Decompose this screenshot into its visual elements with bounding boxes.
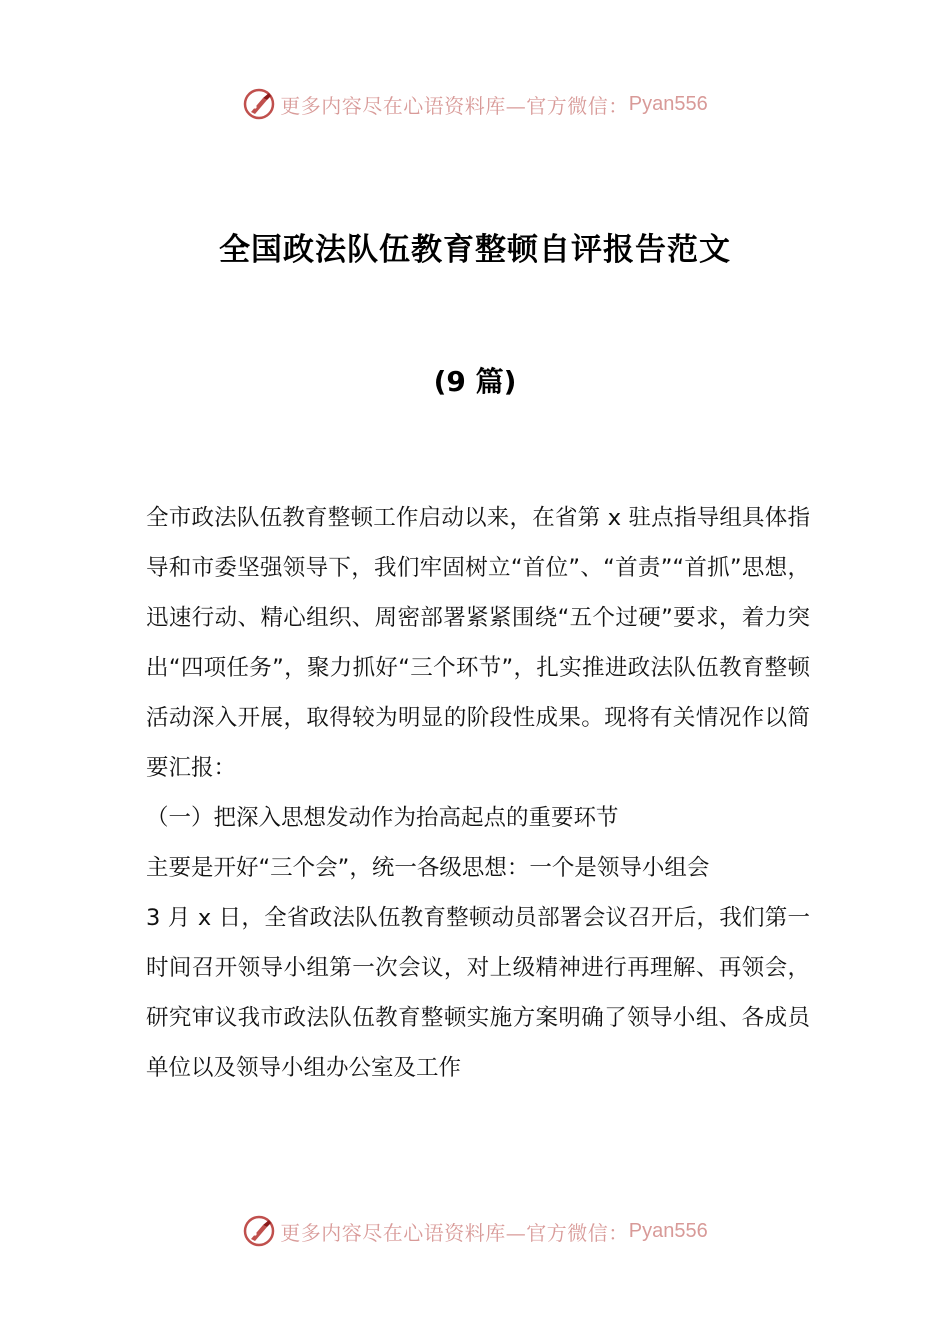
watermark-text: 更多内容尽在心语资料库—官方微信： (280, 93, 629, 118)
document-title: 全国政法队伍教育整顿自评报告范文 (219, 232, 731, 268)
pen-nib-logo-icon (242, 1214, 276, 1248)
document-body (146, 493, 810, 1093)
body-paragraph: 全市政法队伍教育整顿工作启动以来，在省第 x 驻点指导组具体指导和市委坚强领导下，我们牢固树立“首位”、“首责”“首抓”思想，迅速行动、精心组织、周密部署紧紧围绕“五个过硬”要求，着力突出“四项任务”，聚力抓好“三个环节”，扎实推进政法队伍教育整顿活动深入开展，取得较为明显的阶段性成果。现将有关情况作以简要汇报： (146, 505, 810, 781)
body-paragraph: 主要是开好“三个会”，统一各级思想：一个是领导小组会 (146, 855, 710, 881)
footer-watermark (0, 1211, 950, 1251)
watermark-text: 更多内容尽在心语资料库—官方微信： (280, 1220, 629, 1245)
body-paragraph: 3 月 x 日，全省政法队伍教育整顿动员部署会议召开后，我们第一时间召开领导小组第一次会议，对上级精神进行再理解、再领会，研究审议我市政法队伍教育整顿实施方案明确了领导小组、各成员单位以及领导小组办公室及工作 (146, 905, 810, 1081)
header-watermark (0, 84, 950, 124)
watermark-account: Pyan556 (628, 92, 708, 115)
document-subtitle: (9 篇) (433, 365, 517, 398)
section-heading: （一）把深入思想发动作为抬高起点的重要环节 (146, 805, 619, 831)
watermark-account: Pyan556 (628, 1219, 708, 1242)
pen-nib-logo-icon (242, 87, 276, 121)
